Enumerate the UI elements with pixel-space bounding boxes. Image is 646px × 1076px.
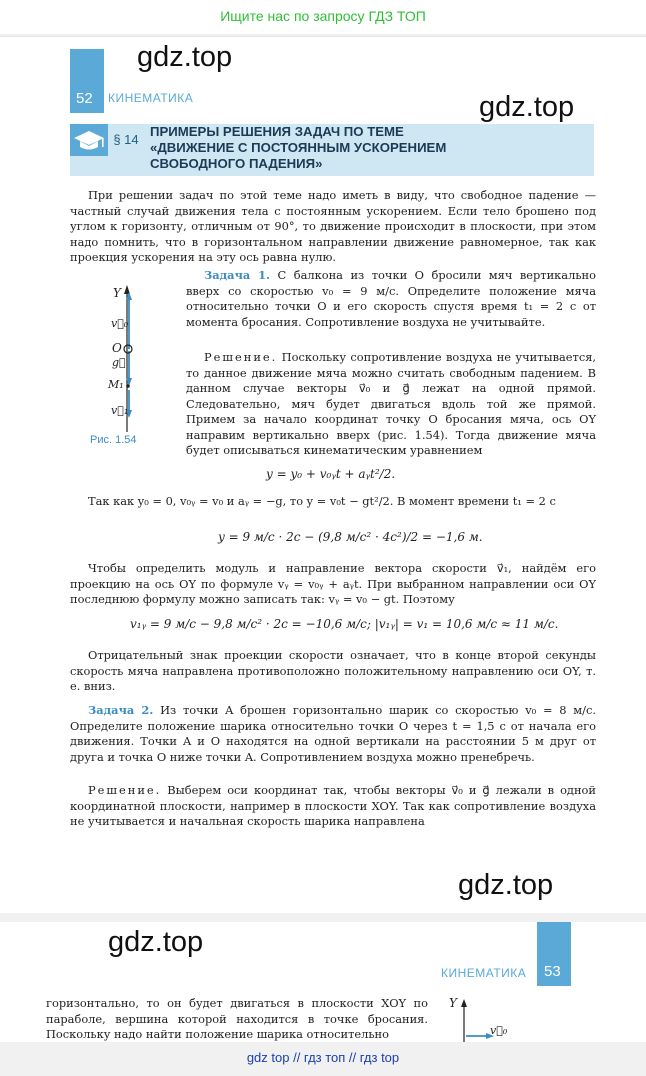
running-head: КИНЕМАТИКА: [108, 91, 194, 105]
axis-label-y: Y: [113, 286, 121, 300]
running-head: КИНЕМАТИКА: [441, 966, 527, 980]
since-text: Так как y₀ = 0, v₀ᵧ = v₀ и aᵧ = −g, то y = v₀t − gt²/2. В момент времени t₁ = 2 с: [88, 494, 556, 508]
task1-text: С балкона из точки O бросили мяч вертикально вверх со скоростью v₀ = 9 м/с. Определите положение мяча относительно точки O и его скорость спустя время t₁ = 2 с от момента бросания. Сопротивление воздуха не учитывайте.: [186, 268, 596, 329]
watermark: gdz.top: [458, 869, 554, 901]
solution1: [186, 350, 596, 459]
page-number-tab: [70, 49, 104, 113]
section-title-line: СВОБОДНОГО ПАДЕНИЯ»: [150, 156, 323, 171]
intro-paragraph: [70, 188, 596, 266]
watermark: gdz.top: [137, 41, 233, 73]
task1: [186, 268, 596, 330]
label-v1: v⃗₁: [111, 404, 129, 417]
footer-links[interactable]: gdz top // гдз топ // гдз top: [246, 1050, 400, 1065]
page2-text: горизонтально, то он будет двигаться в плоскости XOY по параболе, вершина которой находится в точке бросания. Поскольку надо найти положение шарика относительно: [46, 996, 428, 1041]
figure-caption: Рис. 1.54: [90, 434, 137, 446]
figure-next: [446, 994, 516, 1042]
label-g: g⃗: [112, 356, 126, 369]
section-title-line: ПРИМЕРЫ РЕШЕНИЯ ЗАДАЧ ПО ТЕМЕ: [150, 124, 404, 139]
section-title-line: «ДВИЖЕНИЕ С ПОСТОЯННЫМ УСКОРЕНИЕМ: [150, 140, 447, 155]
graduation-cap-icon: [70, 124, 108, 156]
velocity-text: Чтобы определить модуль и направление вектора скорости v⃗₁, найдём его проекцию на ось OY по формуле vᵧ = v₀ᵧ + aᵧt. При выбранном направлении оси OY последнюю формулу можно записать так: vᵧ = v₀ − gt. Поэтому: [70, 561, 596, 606]
page-number-tab: [537, 922, 571, 986]
watermark: gdz.top: [108, 926, 204, 958]
solution2-text: Выберем оси координат так, чтобы векторы v⃗₀ и g⃗ лежали в одной координатной плоскости, например в плоскости XOY. Так как сопротивление воздуха не учитывается и начальная скорость шарика направлена: [70, 783, 596, 828]
solution2: [70, 783, 596, 830]
section-number: § 14: [113, 132, 139, 147]
label-m1: M₁: [108, 378, 124, 391]
page2-paragraph: [46, 996, 428, 1042]
velocity-paragraph: [70, 561, 596, 608]
label-v0: v⃗₀: [111, 317, 129, 330]
page-number: 52: [76, 90, 93, 107]
since-paragraph: [70, 494, 596, 510]
page-number: 53: [544, 963, 561, 980]
axis-label-y: Y: [449, 996, 457, 1010]
watermark: gdz.top: [479, 91, 575, 123]
intro-text: При решении задач по этой теме надо иметь в виду, что свободное падение — частный случай движения тела с постоянным ускорением. Если тело брошено под углом к горизонту, отличным от 90°, то движение происходит в плоскости, при этом надо помнить, что в горизонтальном направлении движение равномерное, так как проекция ускорения на эту ось равна нулю.: [70, 188, 596, 264]
solution2-label: Решение.: [88, 783, 162, 797]
solution-text: Поскольку сопротивление воздуха не учитывается, то данное движение мяча можно считать свободным падением. В данном случае векторы v⃗₀ и g⃗ лежат на одной прямой. Следовательно, мяч будет двигаться вдоль той же прямой. Примем за начало координат точку O бросания мяча, ось OY направим вертикально вверх (рис. 1.54). Тогда движение мяча будет описываться кинематическим уравнением: [186, 350, 597, 457]
figure-1-54: [100, 282, 160, 442]
task2-text: Из точки A брошен горизонтально шарик со скоростью v₀ = 8 м/с. Определите положение шарика относительно точки O через t = 1,5 с от начала его движения. Точки A и O находятся на одной вертикали на расстоянии 5 м друг от друга и точка O ниже точки A. Сопротивлением воздуха можно пренебречь.: [70, 703, 596, 764]
task1-label: Задача 1.: [204, 268, 271, 282]
equation-kinematic: y = y₀ + v₀ᵧt + aᵧt²/2.: [266, 467, 396, 481]
task2-label: Задача 2.: [88, 703, 154, 717]
footer-bar: [0, 1046, 646, 1076]
negative-text: Отрицательный знак проекции скорости означает, что в конце второй секунды скорость мяча направлена противоположно положительному направлению оси OY, т. е. вниз.: [70, 648, 596, 693]
task2: [70, 703, 596, 765]
equation-position: y = 9 м/с · 2с − (9,8 м/с² · 4с²)/2 = −1,6 м.: [218, 530, 483, 544]
label-o: O: [112, 341, 122, 355]
solution-label: Решение.: [204, 350, 278, 364]
equation-velocity: v₁ᵧ = 9 м/с − 9,8 м/с² · 2с = −10,6 м/с; |v₁ᵧ| = v₁ = 10,6 м/с ≈ 11 м/с.: [130, 617, 559, 631]
top-banner: [0, 0, 646, 34]
page-53: [0, 922, 646, 1042]
section-title: [150, 124, 446, 172]
page-52: [0, 36, 646, 913]
section-header: [70, 124, 594, 176]
search-banner-link[interactable]: Ищите нас по запросу ГДЗ ТОП: [220, 8, 426, 24]
negative-paragraph: [70, 648, 596, 695]
label-v0: v⃗₀: [490, 1024, 508, 1037]
